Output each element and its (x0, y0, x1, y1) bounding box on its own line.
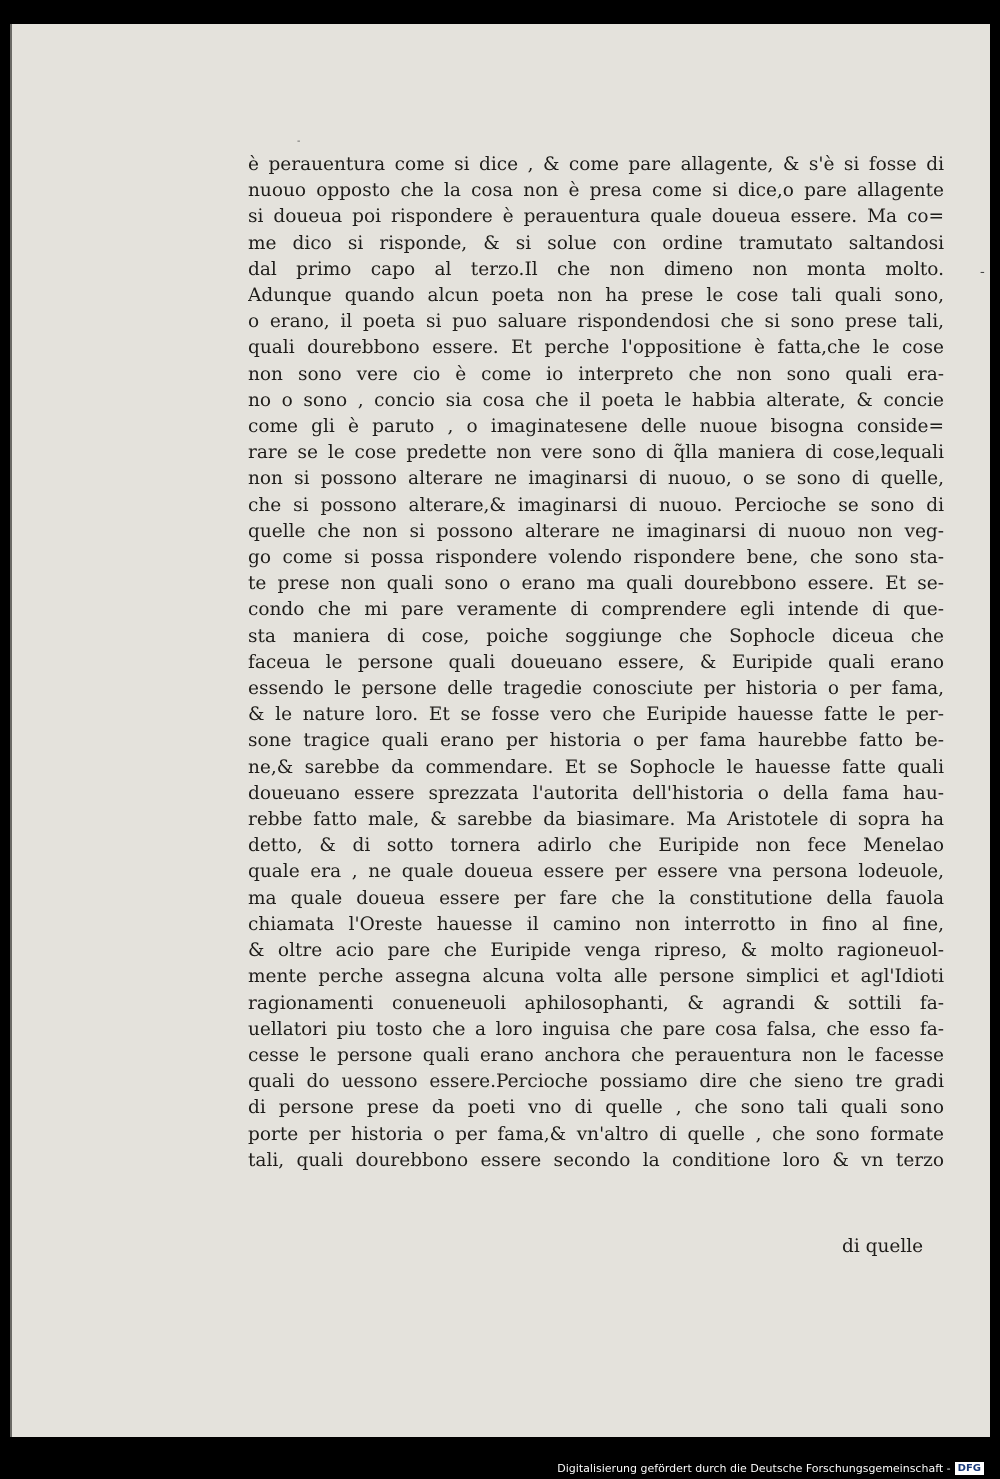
text-line: doueuano essere sprezzata l'autorita dell'historia o della fama hau- (248, 782, 944, 804)
page-blemish: - (297, 136, 301, 147)
text-line: me dico si risponde, & si solue con ordine tramutato saltandosi (248, 232, 944, 254)
text-line: non sono vere cio è come io interpreto che non sono quali era- (248, 363, 944, 385)
text-line: quelle che non si possono alterare ne imaginarsi di nuouo non veg- (248, 520, 944, 542)
text-line: chiamata l'Oreste hauesse il camino non interrotto in fino al fine, (248, 913, 944, 935)
catchword: di quelle (842, 1236, 924, 1257)
text-line: non si possono alterare ne imaginarsi di nuouo, o se sono di quelle, (248, 468, 944, 490)
text-line: cesse le persone quali erano anchora che perauentura non le facesse (248, 1044, 944, 1066)
text-line: condo che mi pare veramente di comprendere egli intende di que- (248, 599, 944, 621)
text-line: come gli è paruto , o imaginatesene delle nuoue bisogna conside= (248, 416, 944, 438)
text-line: quali do uessono essere.Percioche possiamo dire che sieno tre gradi (248, 1071, 944, 1093)
text-line: quali dourebbono essere. Et perche l'oppositione è fatta,che le cose (248, 337, 944, 359)
text-line: sta maniera di cose, poiche soggiunge che Sophocle diceua che (248, 625, 944, 647)
book-page (10, 24, 990, 1437)
text-line: essendo le persone delle tragedie conosciute per historia o per fama, (248, 678, 944, 700)
text-line: ne,& sarebbe da commendare. Et se Sophocle le hauesse fatte quali (248, 756, 944, 778)
margin-mark: - (980, 264, 985, 280)
text-line: uellatori piu tosto che a loro inguisa che pare cosa falsa, che esso fa- (248, 1018, 944, 1040)
text-line: no o sono , concio sia cosa che il poeta le habbia alterate, & concie (248, 389, 944, 411)
text-line: sone tragice quali erano per historia o per fama haurebbe fatto be- (248, 730, 944, 752)
text-line: & le nature loro. Et se fosse vero che Euripide hauesse fatte le per- (248, 704, 944, 726)
text-line: Adunque quando alcun poeta non ha prese le cose tali quali sono, (248, 285, 944, 307)
text-line: dal primo capo al terzo.Il che non dimeno non monta molto. (248, 258, 944, 280)
text-line: porte per historia o per fama,& vn'altro di quelle , che sono formate (248, 1123, 944, 1145)
text-line: si doueua poi rispondere è perauentura quale doueua essere. Ma co= (248, 206, 944, 228)
footer-text: Digitalisierung gefördert durch die Deutsche Forschungsgemeinschaft - (557, 1462, 951, 1475)
digitization-footer (557, 1462, 984, 1475)
page-text (248, 152, 944, 1174)
text-line: tali, quali dourebbono essere secondo la conditione loro & vn terzo (248, 1149, 944, 1171)
text-line: rebbe fatto male, & sarebbe da biasimare. Ma Aristotele di sopra ha (248, 809, 944, 831)
text-line: è perauentura come si dice , & come pare allagente, & s'è si fosse di (248, 154, 944, 175)
text-line: quale era , ne quale doueua essere per essere vna persona lodeuole, (248, 861, 944, 883)
text-line: nuouo opposto che la cosa non è presa come si dice,o pare allagente (248, 180, 944, 202)
text-line: ragionamenti conueneuoli aphilosophanti, & agrandi & sottili fa- (248, 992, 944, 1014)
text-line: o erano, il poeta si puo saluare rispondendosi che si sono prese tali, (248, 311, 944, 333)
text-line: te prese non quali sono o erano ma quali dourebbono essere. Et se- (248, 573, 944, 595)
text-line: che si possono alterare,& imaginarsi di nuouo. Percioche se sono di (248, 494, 944, 516)
text-line: detto, & di sotto tornera adirlo che Euripide non fece Menelao (248, 835, 944, 857)
text-line: faceua le persone quali doueuano essere, & Euripide quali erano (248, 651, 944, 673)
text-line: rare se le cose predette non vere sono di q̃lla maniera di cose,lequali (248, 442, 944, 464)
text-line: go come si possa rispondere volendo rispondere bene, che sono sta- (248, 547, 944, 569)
text-line: mente perche assegna alcuna volta alle persone simplici et agl'Idioti (248, 966, 944, 988)
text-line: & oltre acio pare che Euripide venga ripreso, & molto ragioneuol- (248, 940, 944, 962)
text-line: ma quale doueua essere per fare che la constitutione della fauola (248, 887, 944, 909)
dfg-logo: DFG (955, 1462, 984, 1475)
text-line: di persone prese da poeti vno di quelle , che sono tali quali sono (248, 1097, 944, 1119)
